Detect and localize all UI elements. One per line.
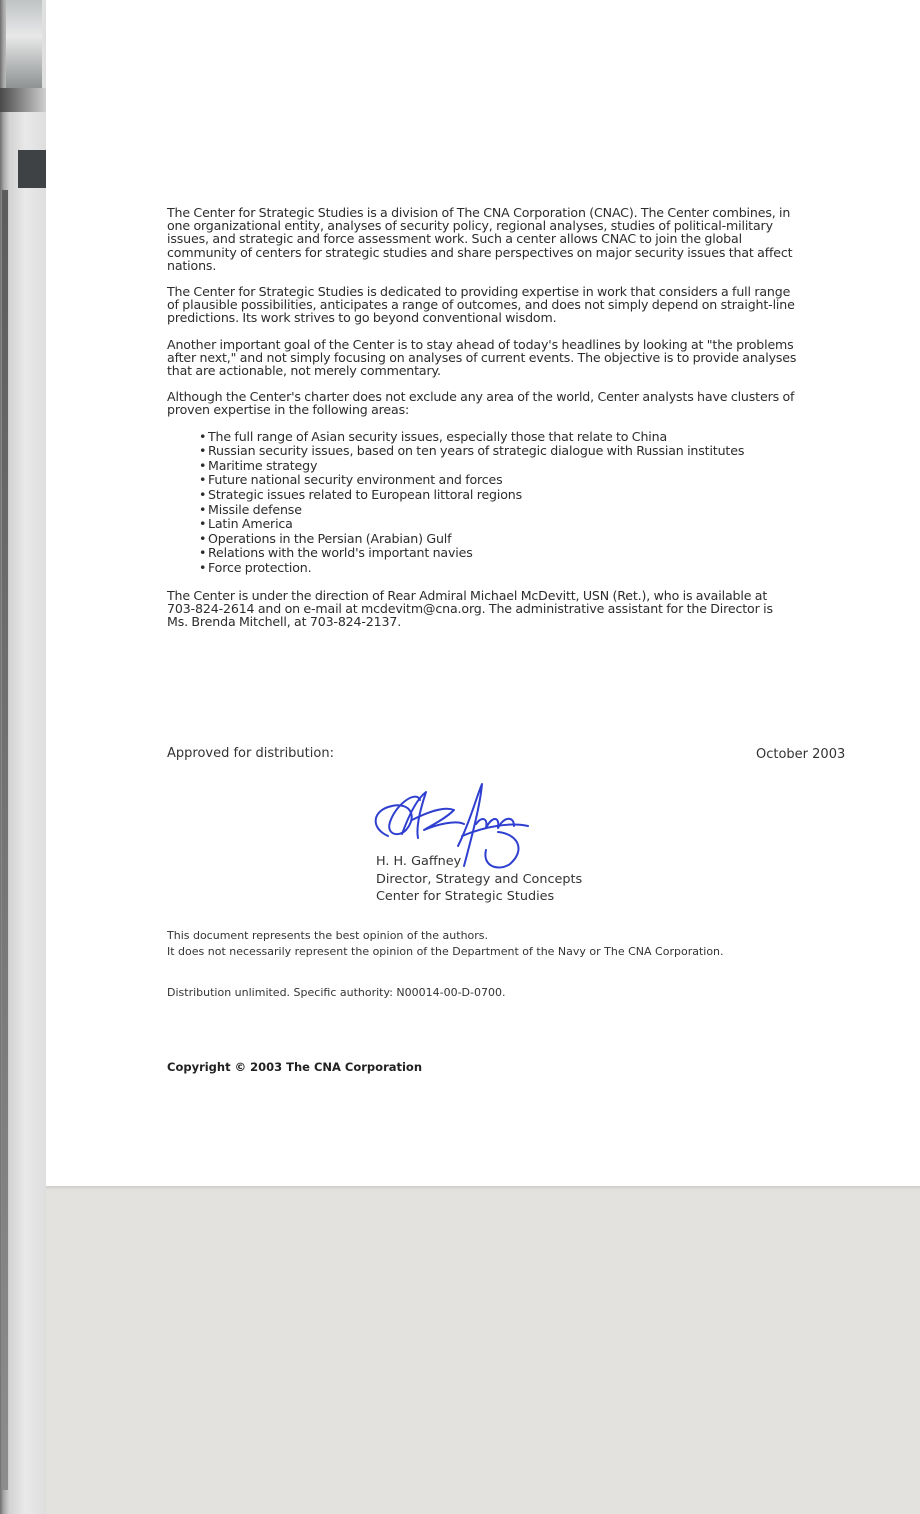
document-date: October 2003	[756, 747, 846, 762]
paragraph-goal: Another important goal of the Center is to stay ahead of today's headlines by looking at "the problems after next," and not simply focusing on analyses of current events. The objective is to provide analyses that are actionable, not merely commentary.	[167, 336, 797, 379]
signatory-name: H. H. Gaffney	[376, 854, 462, 869]
list-item: • Operations in the Persian (Arabian) Gulf	[199, 530, 452, 546]
distribution-statement: Distribution unlimited. Specific authority: N00014-00-D-0700.	[167, 986, 506, 999]
binder-spine	[2, 190, 8, 1490]
disclaimer-line: This document represents the best opinion of the authors.	[167, 929, 489, 942]
list-item: • Force protection.	[199, 559, 312, 575]
binder-clip-dark	[18, 150, 46, 188]
signatory-title: Director, Strategy and Concepts	[376, 871, 583, 887]
paragraph-division: The Center for Strategic Studies is a division of The CNA Corporation (CNAC). The Center combines, in one organizational entity, analyses of security policy, regional analyses, studies of political-military issues, and strategic and force assessment work. Such a center allows CNAC to join the global community of centers for strategic studies and share perspectives on major security issues that affect nations.	[167, 205, 793, 273]
approved-label: Approved for distribution:	[167, 746, 334, 761]
list-item: • Latin America	[199, 516, 293, 532]
list-item: • Maritime strategy	[199, 457, 318, 473]
copyright-notice: Copyright © 2003 The CNA Corporation	[167, 1060, 423, 1074]
list-item: • Strategic issues related to European littoral regions	[199, 487, 523, 503]
binder-clip-top	[6, 0, 42, 90]
list-item: • Missile defense	[199, 501, 302, 517]
disclaimer-line: It does not necessarily represent the opinion of the Department of the Navy or The CNA Corporation.	[167, 945, 724, 958]
paragraph-director: The Center is under the direction of Rear Admiral Michael McDevitt, USN (Ret.), who is available at 703-824-2614 and on e-mail at mcdevitm@cna.org. The administrative assistant for the Director is Ms. Brenda Mitchell, at 703-824-2137.	[167, 587, 773, 629]
list-item: • The full range of Asian security issues, especially those that relate to China	[199, 428, 668, 444]
disclaimer	[167, 928, 724, 960]
binder-clip-band	[0, 88, 46, 112]
signatory-organization: Center for Strategic Studies	[376, 889, 555, 904]
page-shadow	[46, 1186, 920, 1190]
paragraph-expertise: The Center for Strategic Studies is dedicated to providing expertise in work that considers a full range of plausible possibilities, anticipates a range of outcomes, and does not simply depend on straight-line predictions. Its work strives to go beyond conventional wisdom.	[167, 284, 795, 326]
expertise-list	[167, 430, 797, 576]
list-item: • Future national security environment and forces	[199, 472, 503, 488]
document-body	[167, 206, 797, 641]
list-item: • Relations with the world's important navies	[199, 545, 473, 561]
list-item: • Russian security issues, based on ten years of strategic dialogue with Russian institutes	[199, 443, 745, 459]
scanner-edge	[0, 0, 46, 1514]
paragraph-charter: Although the Center's charter does not exclude any area of the world, Center analysts have clusters of proven expertise in the following areas:	[167, 389, 795, 418]
signatory-block	[376, 853, 582, 906]
